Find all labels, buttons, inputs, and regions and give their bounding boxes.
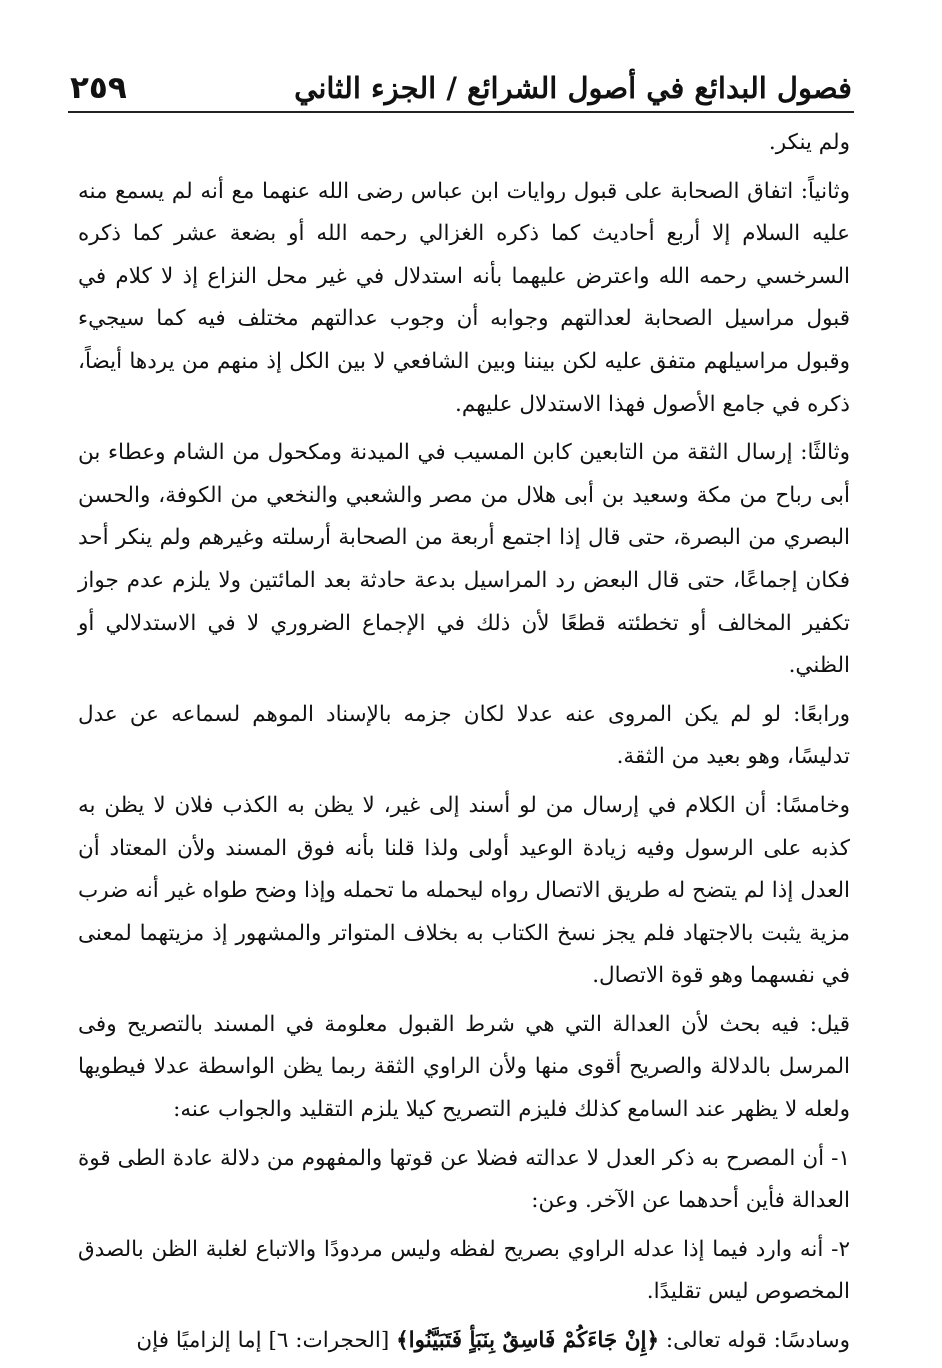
paragraph: وثانياً: اتفاق الصحابة على قبول روايات ابن عباس رضى الله عنهما مع أنه لم يسمع منه عليه السلام إلا أربع أحاديث كما ذكره الغزالي رحمه الله أو بضعة عشر كما ذكره السرخسي رحمه الله واعترض عليهما بأنه استدلال في غير محل النزاع إذ لا كلام في قبول مراسيل الصحابة لعدالتهم وجوابه أن وجوب عدالتهم مختلف فيه كما سيجيء وقبول مراسيلهم متفق عليه لكن بيننا وبين الشافعي لا بين الكل إذ منهم من يردها أيضاً، ذكره في جامع الأصول فهذا الاستدلال عليهم. [78,178,850,417]
paragraph: وثالثًا: إرسال الثقة من التابعين كابن المسيب في الميدنة ومكحول من الشام وعطاء بن أبى رباح من مكة وسعيد بن أبى هلال من مصر والشعبي والنخعي من الكوفة، والحسن البصري من البصرة، حتى قال إذا اجتمع أربعة من الصحابة أرسلته وغيرهم ولم ينكر أحد فكان إجماعًا، حتى قال البعض رد المراسيل بدعة حادثة بعد المائتين ولا يلزم عدم جواز تكفير المخالف أو تخطئته قطعًا لأن ذلك في الإجماع الضروري لا في الاستدلالي أو الظني. [78,440,850,679]
running-title: فصول البدائع في أصول الشرائع / الجزء الثاني [294,71,852,105]
page-header [70,52,852,108]
page-number: ٢٥٩ [70,70,127,106]
paragraph: ورابعًا: لو لم يكن المروى عنه عدلا لكان جزمه بالإسناد الموهم لسماعه عن عدل تدليسًا، وهو بعيد من الثقة. [78,701,850,770]
page-body [78,122,850,1363]
paragraph-text: [الحجرات: ٦] إما إلزاميًا فإن [136,1328,397,1354]
list-item: ٢- أنه وارد فيما إذا عدله الراوي بصريح لفظه وليس مردودًا والاتباع لغلبة الظن بالصدق المخصوص ليس تقليدًا. [78,1236,850,1305]
paragraph-text: وسادسًا: قوله تعالى: [659,1328,850,1354]
paragraph-with-verse [78,1320,850,1363]
paragraph: ولم ينكر. [768,130,850,155]
list-item: ١- أن المصرح به ذكر العدل لا عدالته فضلا عن قوتها والمفهوم من دلالة عادة الطى قوة العدالة فأين أحدهما عن الآخر. وعن: [78,1145,850,1214]
paragraph: وخامسًا: أن الكلام في إرسال من لو أسند إلى غير، لا يظن به الكذب فلان لا يظن به كذبه على الرسول وفيه زيادة الوعيد أولى ولذا قلنا بأنه فوق المسند ولأن المعتاد أن العدل إذا لم يتضح له طريق الاتصال رواه ليحمله ما تحمله وإذا وضح طواه غير أنه ضرب مزية يثبت بالاجتهاد فلم يجز نسخ الكتاب به بخلاف المتواتر والمشهور إذ مزيتهما لمعنى في نفسهما وهو قوة الاتصال. [78,792,850,989]
quran-verse: ﴿إِنْ جَاءَكُمْ فَاسِقٌ بِنَبَأٍ فَتَبَيَّنُوا﴾ [396,1328,660,1354]
header-divider [68,111,854,113]
paragraph: قيل: فيه بحث لأن العدالة التي هي شرط القبول معلومة في المسند بالتصريح وفى المرسل بالدلالة والصريح أقوى منها ولأن الراوي الثقة ربما يظن الواسطة عدلا فيطويها ولعله لا يظهر عند السامع كذلك فليزم التصريح كيلا يلزم التقليد والجواب عنه: [78,1011,850,1123]
